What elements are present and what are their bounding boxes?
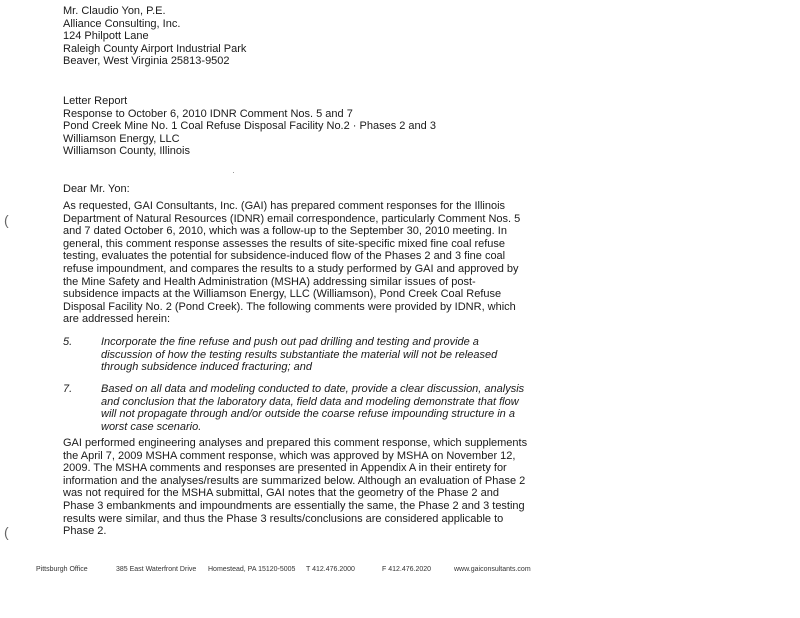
- paragraph-line: general, this comment response assesses the results of site-specific mixed fine coal refuse: [63, 237, 506, 250]
- paragraph-line: information and the analyses/results are summarized below. Although an evaluation of Phase 2: [63, 474, 526, 487]
- paragraph-line: was not required for the MSHA submittal, GAI notes that the geometry of the Phase 2 and: [63, 487, 499, 500]
- paragraph-intro: [63, 200, 520, 326]
- paragraph-line: testing, evaluates the potential for subsidence-induced flow of the Phases 2 and 3 fine coal: [63, 250, 506, 263]
- item-line: worst case scenario.: [101, 420, 202, 433]
- paragraph-line: the Mine Safety and Health Administration (MSHA) addressing similar issues of post-: [63, 275, 476, 288]
- paragraph-line: results were similar, and thus the Phase 3 results/conclusions are considered applicable to: [63, 512, 504, 525]
- address-line: Alliance Consulting, Inc.: [63, 17, 181, 30]
- item-number: 5.: [63, 336, 73, 348]
- item-text: [101, 336, 497, 374]
- subject-line: Pond Creek Mine No. 1 Coal Refuse Disposal Facility No.2 · Phases 2 and 3: [63, 120, 436, 133]
- paragraph-analysis: [63, 437, 527, 538]
- paragraph-line: the April 7, 2009 MSHA comment response, which was approved by MSHA on November 12,: [63, 449, 516, 462]
- footer-website: www.gaiconsultants.com: [454, 566, 531, 573]
- recipient-address: [63, 5, 246, 68]
- scan-speck: [233, 172, 234, 173]
- address-line: Raleigh County Airport Industrial Park: [63, 42, 247, 55]
- subject-line: Letter Report: [63, 95, 128, 107]
- footer-office: Pittsburgh Office: [36, 566, 88, 573]
- paragraph-line: 2009. The MSHA comments and responses are presented in Appendix A in their entirety for: [63, 462, 507, 475]
- paragraph-line: As requested, GAI Consultants, Inc. (GAI) has prepared comment responses for the Illinois: [63, 200, 506, 212]
- paragraph-line: Disposal Facility No. 2 (Pond Creek). The following comments were provided by IDNR, which: [63, 300, 516, 313]
- subject-line: Response to October 6, 2010 IDNR Comment Nos. 5 and 7: [63, 107, 353, 120]
- salutation: Dear Mr. Yon:: [63, 183, 130, 195]
- hole-punch-mark: (: [4, 524, 9, 540]
- paragraph-line: GAI performed engineering analyses and prepared this comment response, which supplements: [63, 437, 528, 449]
- item-text: [101, 383, 524, 433]
- item-line: discussion of how the testing results substantiate the material will not be released: [101, 348, 498, 361]
- address-line: 124 Philpott Lane: [63, 30, 149, 43]
- subject-line: Williamson County, Illinois: [63, 145, 190, 158]
- subject-block: [63, 95, 436, 158]
- paragraph-line: and 7 dated October 6, 2010, which was a follow-up to the September 30, 2010 meeting. In: [63, 225, 507, 238]
- footer-fax: F 412.476.2020: [382, 566, 432, 573]
- item-line: will not propagate through and/or outside the coarse refuse impounding structure in a: [101, 408, 515, 421]
- item-line: and conclusion that the laboratory data, field data and modeling demonstrate that flow: [101, 395, 519, 408]
- footer-phone: T 412.476.2000: [306, 566, 355, 573]
- address-line: Beaver, West Virginia 25813-9502: [63, 55, 230, 68]
- paragraph-line: Phase 3 embankments and impoundments are essentially the same, the Phase 2 and 3 testing: [63, 499, 525, 512]
- paragraph-line: refuse impoundment, and compares the results to a study performed by GAI and approved by: [63, 262, 519, 275]
- item-number: 7.: [63, 383, 73, 395]
- paragraph-line: Department of Natural Resources (IDNR) email correspondence, particularly Comment Nos. 5: [63, 212, 521, 225]
- footer-street: 385 East Waterfront Drive: [116, 566, 197, 573]
- item-line: Incorporate the fine refuse and push out pad drilling and testing and provide a: [101, 336, 479, 348]
- paragraph-line: are addressed herein:: [63, 313, 171, 326]
- item-line: through subsidence induced fracturing; and: [101, 361, 312, 374]
- paragraph-line: Phase 2.: [63, 525, 107, 538]
- address-line: Mr. Claudio Yon, P.E.: [63, 5, 166, 17]
- hole-punch-mark: (: [4, 212, 9, 228]
- item-line: Based on all data and modeling conducted to date, provide a clear discussion, analysis: [101, 383, 525, 395]
- subject-line: Williamson Energy, LLC: [63, 132, 180, 145]
- paragraph-line: subsidence impacts at the Williamson Energy, LLC (Williamson), Pond Creek Coal Refuse: [63, 288, 502, 301]
- footer-city: Homestead, PA 15120-5005: [208, 566, 296, 573]
